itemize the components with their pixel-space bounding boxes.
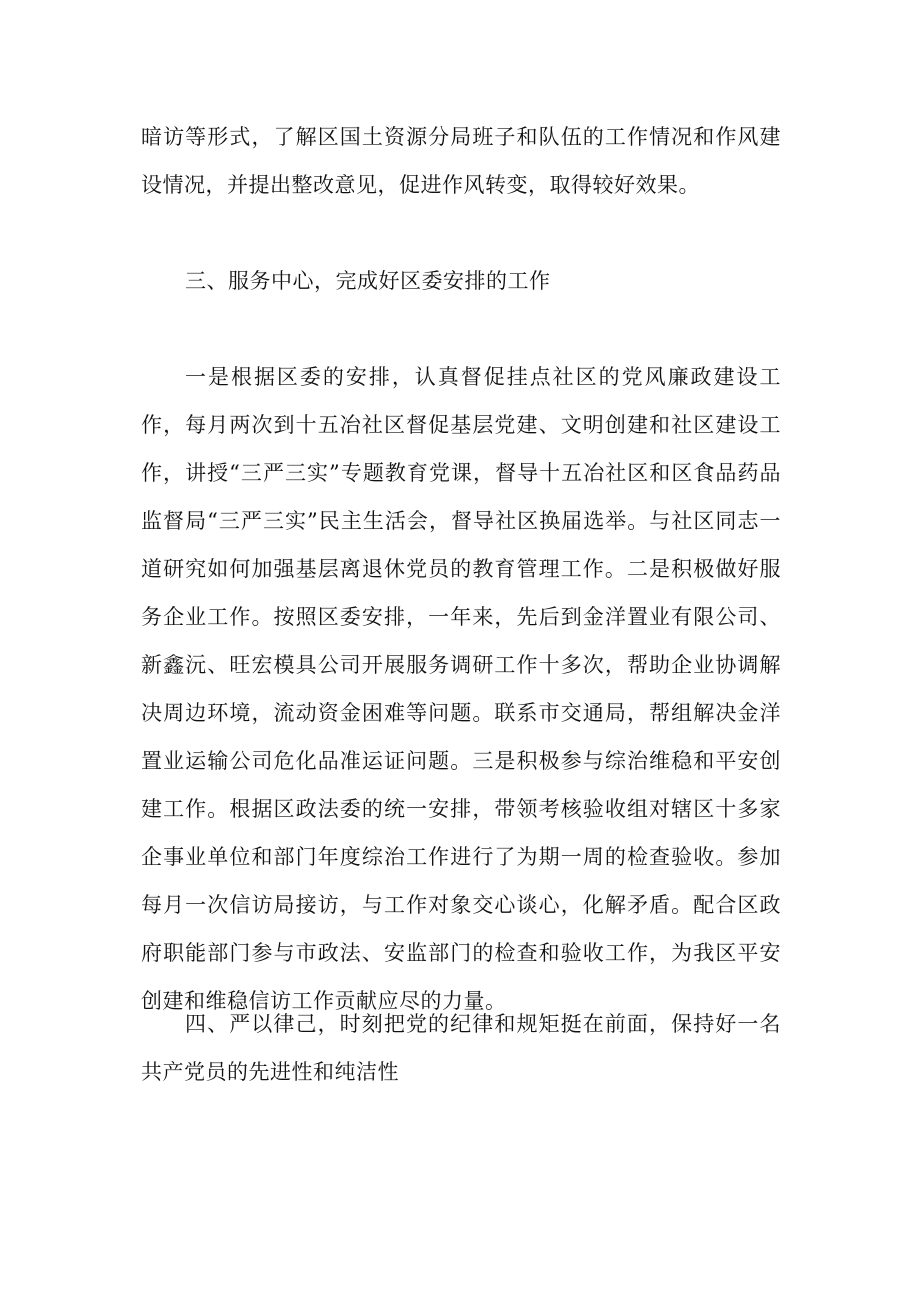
paragraph-continuation: 暗访等形式，了解区国土资源分局班子和队伍的工作情况和作风建设情况，并提出整改意见，促进作风转变，取得较好效果。	[141, 125, 781, 197]
paragraph-body: 一是根据区委的安排，认真督促挂点社区的党风廉政建设工作，每月两次到十五冶社区督促基层党建、文明创建和社区建设工作，讲授“三严三实”专题教育党课，督导十五冶社区和区食品药品监督局“三严三实”民主生活会，督导社区换届选举。与社区同志一道研究如何加强基层离退休党员的教育管理工作。二是积极做好服务企业工作。按照区委安排，一年来，先后到金洋置业有限公司、新鑫沅、旺宏模具公司开展服务调研工作十多次，帮助企业协调解决周边环境，流动资金困难等问题。联系市交通局，帮组解决金洋置业运输公司危化品准运证问题。三是积极参与综治维稳和平安创建工作。根据区政法委的统一安排，带领考核验收组对辖区十多家企事业单位和部门年度综治工作进行了为期一周的检查验收。参加每月一次信访局接访，与工作对象交心谈心，化解矛盾。配合区政府职能部门参与市政法、安监部门的检查和验收工作，为我区平安创建和维稳信访工作贡献应尽的力量。	[141, 365, 781, 1013]
section-heading-3: 三、服务中心，完成好区委安排的工作	[185, 269, 551, 293]
section-heading-4: 四、严以律己，时刻把党的纪律和规矩挺在前面，保持好一名共产党员的先进性和纯洁性	[141, 1012, 781, 1084]
